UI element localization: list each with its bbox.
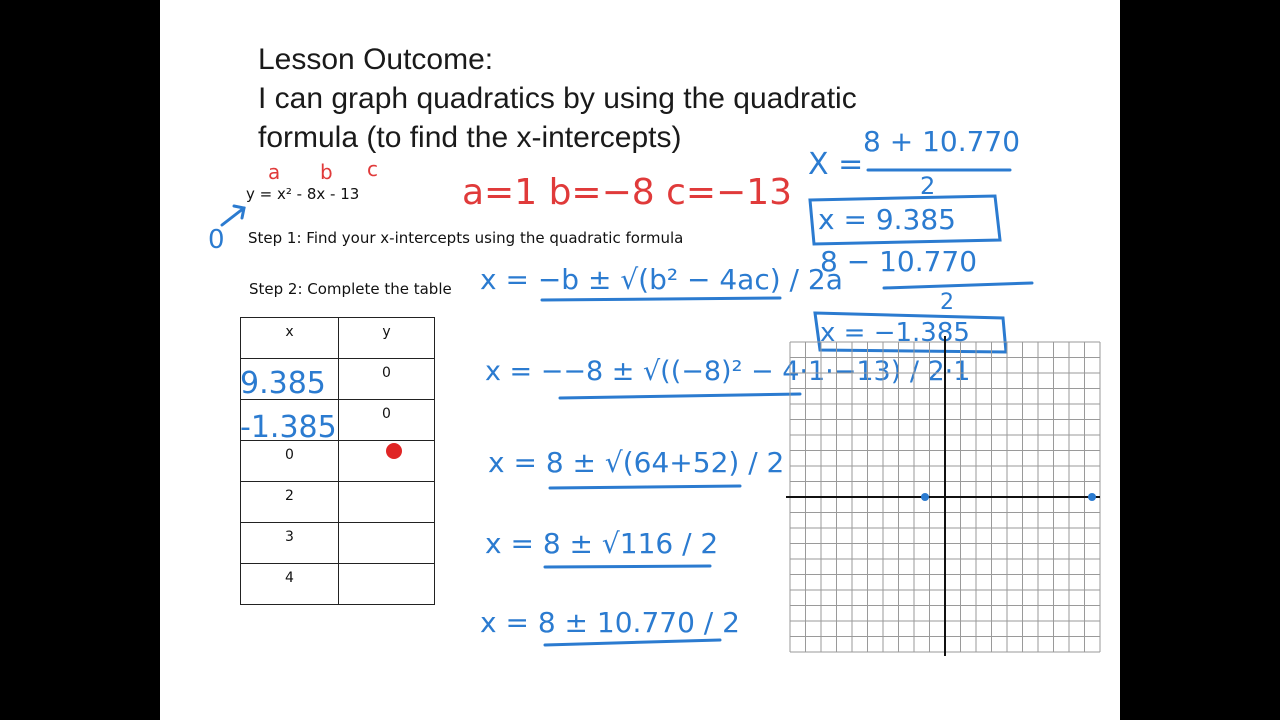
title-line-1: Lesson Outcome:	[258, 43, 494, 76]
table-cell-x: 3	[241, 523, 339, 564]
table-x-value-2: -1.385	[240, 410, 337, 445]
root-1-denominator: 2	[920, 172, 936, 200]
root-1-numerator: 8 + 10.770	[863, 125, 1021, 158]
coordinate-grid	[160, 0, 1120, 720]
zero-label: 0	[208, 225, 225, 255]
coef-label-c: c	[367, 157, 378, 181]
table-cell-x: 4	[241, 564, 339, 605]
root-2-result: x = −1.385	[820, 318, 970, 348]
root-2-denominator: 2	[940, 290, 954, 315]
coefficient-values: a=1 b=−8 c=−13	[462, 172, 793, 213]
root-1-result: x = 9.385	[818, 203, 956, 236]
slide	[160, 0, 1120, 720]
work-line-2: x = −−8 ± √((−8)² − 4·1·−13) / 2·1	[485, 356, 971, 387]
x-intercept-point	[1088, 493, 1096, 501]
table-cell-x: 2	[241, 482, 339, 523]
table-cell-x: 0	[241, 441, 339, 482]
coef-label-b: b	[320, 160, 333, 184]
step-2-text: Step 2: Complete the table	[249, 280, 452, 298]
work-line-1: x = −b ± √(b² − 4ac) / 2a	[480, 263, 843, 296]
coef-label-a: a	[268, 160, 281, 184]
table-header-y: y	[339, 318, 435, 359]
work-line-5: x = 8 ± 10.770 / 2	[480, 606, 740, 639]
table-x-value-1: 9.385	[240, 366, 326, 401]
work-line-3: x = 8 ± √(64+52) / 2	[488, 446, 785, 479]
root-2-numerator: 8 − 10.770	[820, 245, 978, 278]
title-line-2: I can graph quadratics by using the quadratic	[258, 82, 857, 115]
work-line-4: x = 8 ± √116 / 2	[485, 527, 719, 560]
table-cell-y: 0	[339, 400, 435, 441]
table-header-x: x	[241, 318, 339, 359]
table-cell-y: 0	[339, 359, 435, 400]
x-equals-label: X =	[808, 147, 864, 182]
step-1-text: Step 1: Find your x-intercepts using the quadratic formula	[248, 229, 684, 247]
x-intercept-point	[921, 493, 929, 501]
title-line-3: formula (to find the x-intercepts)	[258, 121, 682, 154]
quadratic-equation: y = x² - 8x - 13	[246, 185, 360, 203]
